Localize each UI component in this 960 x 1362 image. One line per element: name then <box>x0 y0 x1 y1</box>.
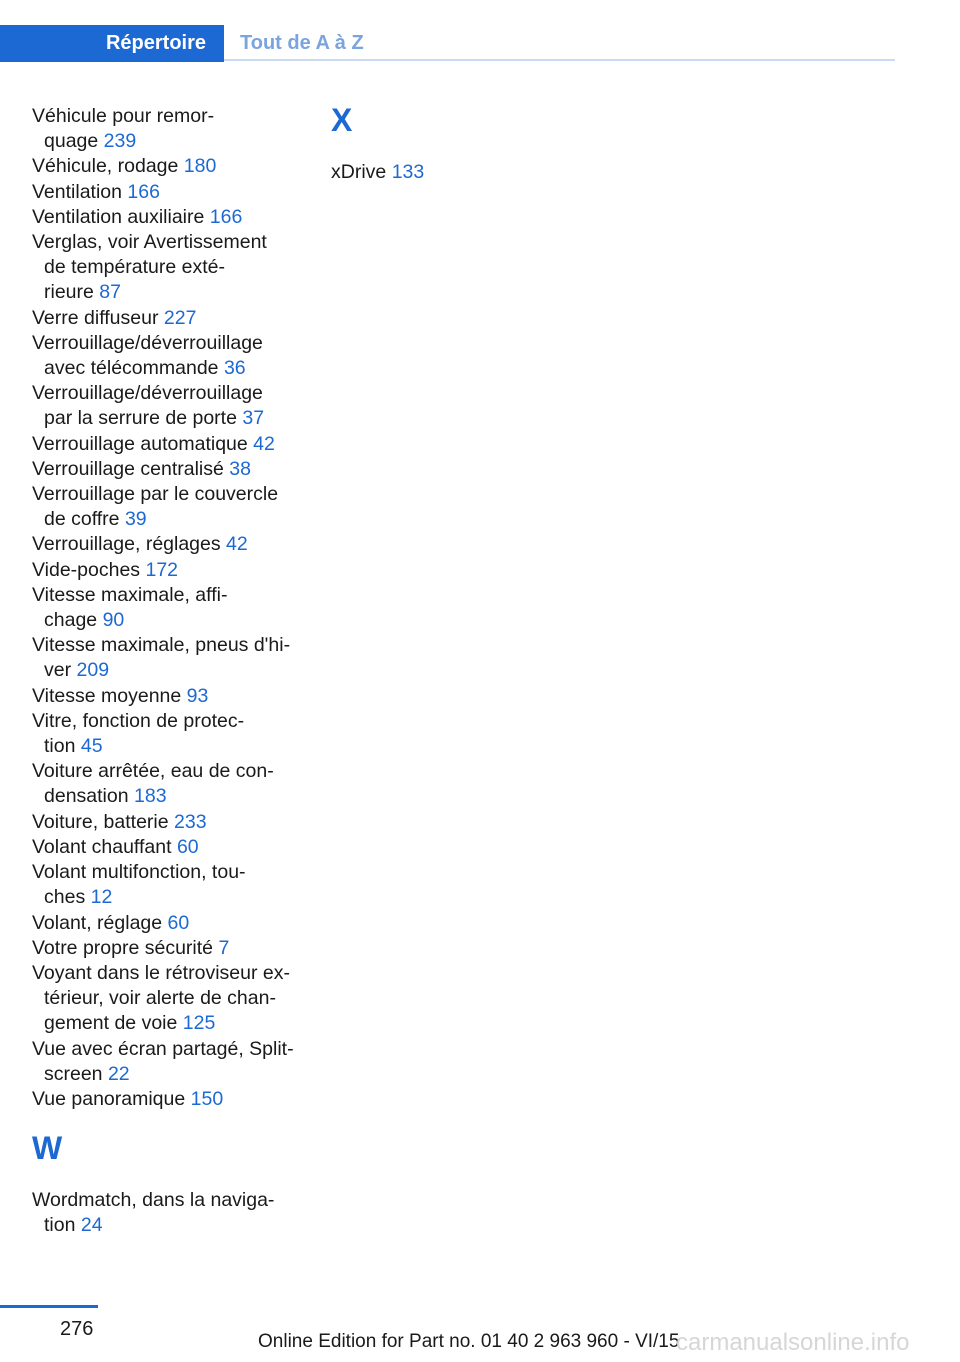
index-entry-line <box>32 532 302 557</box>
index-entry-text: Véhicule pour remor- <box>32 105 215 127</box>
index-entry-line <box>32 784 302 809</box>
index-entry-line <box>32 633 302 658</box>
index-entry-text: Verrouillage par le couvercle <box>32 483 279 506</box>
page-reference-link[interactable]: 209 <box>76 659 110 682</box>
index-entry-text: Vitesse maximale, affi- <box>32 583 228 606</box>
index-entry-text: Vitesse maximale, pneus d'hi- <box>32 634 291 657</box>
index-entry-text: Volant chauffant <box>32 835 172 858</box>
index-entry <box>331 160 601 185</box>
index-entry <box>32 810 302 835</box>
index-entry-text: tion <box>44 735 76 758</box>
index-entry-line <box>32 1037 302 1062</box>
index-entry <box>32 1188 302 1238</box>
index-entry-line <box>32 1011 302 1036</box>
page-reference-link[interactable]: 38 <box>229 457 251 480</box>
index-entry-text: Véhicule, rodage <box>32 155 179 178</box>
page-reference-link[interactable]: 180 <box>183 155 217 178</box>
index-entry-line <box>32 583 302 608</box>
index-entry-text: Vitre, fonction de protec- <box>32 709 245 732</box>
index-entry <box>32 936 302 961</box>
index-entry-line <box>331 160 601 185</box>
index-entry-line <box>32 205 302 230</box>
page-reference-link[interactable]: 239 <box>103 130 137 153</box>
index-entry-line <box>32 482 302 507</box>
index-entry-text: Verrouillage, réglages <box>32 533 221 556</box>
index-entry <box>32 104 302 154</box>
index-entry-text: tion <box>44 1214 76 1237</box>
index-entry-text: gement de voie <box>44 1012 178 1035</box>
index-entry-text: Verrouillage/déverrouillage <box>32 382 263 405</box>
index-entry-line <box>32 608 302 633</box>
index-entry-line <box>32 684 302 709</box>
index-entry-line <box>32 885 302 910</box>
index-entry-text: de température exté- <box>44 256 226 279</box>
index-entry-line <box>32 558 302 583</box>
index-entry-line <box>32 936 302 961</box>
watermark: carmanualsonline.info <box>676 1329 910 1356</box>
section-letter-w: W <box>32 1130 63 1167</box>
index-entry-line <box>32 129 302 154</box>
index-entry-line <box>32 381 302 406</box>
page-reference-link[interactable]: 172 <box>145 558 179 581</box>
index-entry-line <box>32 406 302 431</box>
index-section-w <box>32 1188 302 1238</box>
page-reference-link[interactable]: 87 <box>99 281 121 304</box>
index-entry-text: rieure <box>44 281 94 304</box>
page-reference-link[interactable]: 227 <box>163 306 197 329</box>
tab-underline <box>224 59 895 61</box>
page-reference-link[interactable]: 24 <box>80 1214 103 1237</box>
index-entry <box>32 180 302 205</box>
index-entry <box>32 684 302 709</box>
page-reference-link[interactable]: 12 <box>90 886 113 909</box>
page-reference-link[interactable]: 93 <box>186 684 209 707</box>
index-section-v <box>32 104 302 1112</box>
index-entry-line <box>32 356 302 381</box>
index-entry-text: Vitesse moyenne <box>32 684 182 707</box>
index-entry <box>32 709 302 759</box>
index-entry-text: chage <box>44 609 98 632</box>
index-entry-text: Wordmatch, dans la naviga- <box>32 1189 275 1212</box>
index-entry <box>32 306 302 331</box>
index-entry-line <box>32 154 302 179</box>
index-entry-line <box>32 255 302 280</box>
index-entry-text: Vue panoramique <box>32 1087 186 1110</box>
index-entry <box>32 457 302 482</box>
index-entry-line <box>32 306 302 331</box>
index-entry <box>32 381 302 431</box>
tab-bar <box>0 25 895 62</box>
index-entry-line <box>32 961 302 986</box>
index-entry <box>32 230 302 306</box>
index-entry <box>32 633 302 683</box>
edition-text: Online Edition for Part no. 01 40 2 963 960 - VI/15 <box>258 1331 680 1352</box>
index-entry-line <box>32 457 302 482</box>
index-entry <box>32 532 302 557</box>
index-entry-text: par la serrure de porte <box>44 407 237 430</box>
index-entry <box>32 1037 302 1087</box>
index-entry-line <box>32 759 302 784</box>
index-entry <box>32 205 302 230</box>
index-entry-line <box>32 104 302 129</box>
tab-tout-de-a-a-z[interactable]: Tout de A à Z <box>240 32 364 54</box>
index-entry-text: avec télécommande <box>44 357 219 380</box>
section-letter-x: X <box>331 102 353 138</box>
index-entry-text: Ventilation auxiliaire <box>32 205 205 228</box>
index-entry-line <box>32 986 302 1011</box>
index-entry-line <box>32 1087 302 1112</box>
index-entry-line <box>32 507 302 532</box>
index-entry-text: Verrouillage centralisé <box>32 457 224 480</box>
page-reference-link[interactable]: 45 <box>80 735 103 758</box>
page-reference-link[interactable]: 233 <box>174 810 207 833</box>
page-reference-link[interactable]: 150 <box>190 1087 224 1110</box>
page-reference-link[interactable]: 133 <box>391 161 425 183</box>
index-entry <box>32 331 302 381</box>
index-entry-line <box>32 180 302 205</box>
page-reference-link[interactable]: 39 <box>124 508 147 531</box>
page-reference-link[interactable]: 60 <box>167 911 190 934</box>
index-entry-line <box>32 432 302 457</box>
index-entry-text: Verglas, voir Avertissement <box>32 231 267 254</box>
index-entry-text: Voiture arrêtée, eau de con- <box>32 760 274 783</box>
index-entry-line <box>32 835 302 860</box>
index-entry-text: Verrouillage automatique <box>32 432 248 455</box>
index-entry-line <box>32 230 302 255</box>
index-entry-text: ver <box>44 659 72 682</box>
index-entry-text: Voiture, batterie <box>32 810 169 833</box>
index-entry-line <box>32 734 302 759</box>
index-entry-line <box>32 860 302 885</box>
index-entry <box>32 482 302 532</box>
index-entry <box>32 835 302 860</box>
index-entry <box>32 154 302 179</box>
index-entry-text: Vue avec écran partagé, Split- <box>32 1037 294 1060</box>
index-entry-line <box>32 280 302 305</box>
index-entry <box>32 583 302 633</box>
index-entry-text: xDrive <box>331 161 387 183</box>
index-entry-text: densation <box>44 785 129 808</box>
page-reference-link[interactable]: 90 <box>102 609 125 632</box>
footer-accent-line <box>0 1305 98 1308</box>
index-entry-line <box>32 331 302 356</box>
index-entry-text: Volant multifonction, tou- <box>32 861 246 884</box>
index-section-x <box>331 160 601 185</box>
index-entry-text: Vide-poches <box>32 558 141 581</box>
page-reference-link[interactable]: 166 <box>209 205 243 228</box>
index-entry-text: Verrouillage/déverrouillage <box>32 331 263 354</box>
page-reference-link[interactable]: 42 <box>253 432 275 455</box>
page-reference-link[interactable]: 183 <box>134 785 167 808</box>
page-reference-link[interactable]: 7 <box>218 936 230 959</box>
page-number: 276 <box>60 1318 94 1340</box>
index-entry-text: Voyant dans le rétroviseur ex- <box>32 961 290 984</box>
index-entry <box>32 961 302 1037</box>
page-reference-link[interactable]: 60 <box>176 835 199 858</box>
page-reference-link[interactable]: 42 <box>226 533 248 556</box>
index-entry-text: quage <box>44 130 99 153</box>
index-column-left <box>32 104 302 1239</box>
index-entry <box>32 759 302 809</box>
index-entry-line <box>32 1062 302 1087</box>
index-entry <box>32 432 302 457</box>
index-entry-text: de coffre <box>44 508 120 531</box>
page-reference-link[interactable]: 22 <box>107 1062 130 1085</box>
index-entry-line <box>32 911 302 936</box>
index-entry <box>32 1087 302 1112</box>
index-entry-line <box>32 658 302 683</box>
index-entry-text: ches <box>44 886 86 909</box>
page-reference-link[interactable]: 125 <box>182 1012 216 1035</box>
index-entry-text: Ventilation <box>32 180 122 203</box>
page-reference-link[interactable]: 37 <box>242 407 265 430</box>
tab-repertoire[interactable]: Répertoire <box>0 25 224 62</box>
index-entry-text: Votre propre sécurité <box>32 936 214 959</box>
index-entry <box>32 558 302 583</box>
index-entry-line <box>32 1188 302 1213</box>
index-entry-line <box>32 810 302 835</box>
index-entry <box>32 911 302 936</box>
index-entry-text: screen <box>44 1062 103 1085</box>
index-entry <box>32 860 302 910</box>
page-reference-link[interactable]: 166 <box>127 180 160 203</box>
index-entry-text: térieur, voir alerte de chan- <box>44 987 276 1010</box>
index-entry-text: Volant, réglage <box>32 911 163 934</box>
index-entry-line <box>32 1213 302 1238</box>
page-reference-link[interactable]: 36 <box>223 357 246 380</box>
index-entry-line <box>32 709 302 734</box>
index-column-right <box>331 104 601 185</box>
index-entry-text: Verre diffuseur <box>32 306 159 329</box>
